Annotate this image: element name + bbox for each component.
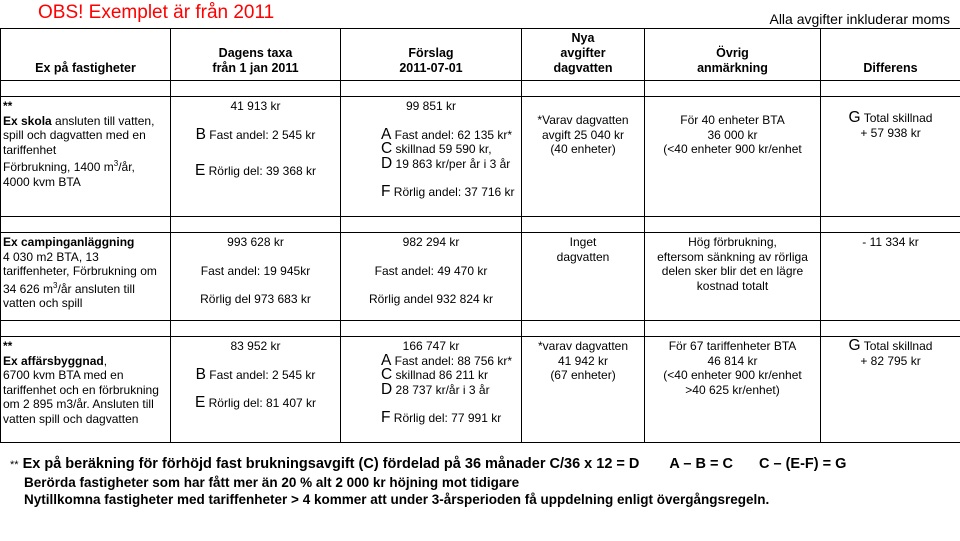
header-other-remarks: Övrig anmärkning <box>645 29 821 81</box>
remarks-cell: För 67 tariffenheter BTA 46 814 kr (<40 enheter 900 kr/enhet >40 625 kr/enhet) <box>645 337 821 443</box>
remarks-cell: För 40 enheter BTA 36 000 kr (<40 enheter 900 kr/enhet <box>645 97 821 217</box>
current-tariff-cell: 83 952 kr B Fast andel: 2 545 kr E Rörlig del: 81 407 kr <box>171 337 341 443</box>
difference-cell: G Total skillnad + 57 938 kr <box>821 97 960 217</box>
table-header-row <box>1 29 960 81</box>
proposal-cell: 982 294 kr Fast andel: 49 470 kr Rörlig andel 932 824 kr <box>341 233 522 321</box>
table-row <box>1 337 960 443</box>
remarks-cell: Hög förbrukning, eftersom sänkning av rörliga delen sker blir det en lägre kostnad totalt <box>645 233 821 321</box>
footer-notes <box>10 456 846 508</box>
difference-cell: G Total skillnad + 82 795 kr <box>821 337 960 443</box>
header-examples: Ex på fastigheter <box>1 29 171 81</box>
fee-comparison-table <box>0 28 960 443</box>
header-proposal: Förslag 2011-07-01 <box>341 29 522 81</box>
current-tariff-cell: 993 628 kr Fast andel: 19 945kr Rörlig del 973 683 kr <box>171 233 341 321</box>
spacer-row <box>1 217 960 233</box>
stormwater-cell: Inget dagvatten <box>522 233 645 321</box>
page-title: OBS! Exemplet är från 2011 <box>38 2 275 23</box>
difference-cell: - 11 334 kr <box>821 233 960 321</box>
footer-calculation-note: ** Ex på beräkning för förhöjd fast brukningsavgift (C) fördelad på 36 månader C/36 x 12 = D A – B = C C – (E-F) = G <box>10 456 847 472</box>
current-tariff-cell: 41 913 kr B Fast andel: 2 545 kr E Rörlig del: 39 368 kr <box>171 97 341 217</box>
header-current-tariff: Dagens taxa från 1 jan 2011 <box>171 29 341 81</box>
formula-c: A – B = C <box>669 456 733 472</box>
example-description: ** Ex affärsbyggnad, 6700 kvm BTA med en tariffenhet och en förbrukning om 2 895 m3/år. Ansluten till vatten spill och dagvatten <box>1 337 171 443</box>
stormwater-cell: *Varav dagvatten avgift 25 040 kr (40 enheter) <box>522 97 645 217</box>
fees-include-vat-note: Alla avgifter inkluderar moms <box>769 11 950 27</box>
table-row <box>1 97 960 217</box>
formula-g: C – (E-F) = G <box>758 456 847 472</box>
header-difference: Differens <box>821 29 960 81</box>
footer-affected-note: Berörda fastigheter som har fått mer än 20 % alt 2 000 kr höjning mot tidigare <box>24 475 520 490</box>
stormwater-cell: *varav dagvatten 41 942 kr (67 enheter) <box>522 337 645 443</box>
spacer-row <box>1 321 960 337</box>
footer-new-properties-note: Nytillkomna fastigheter med tariffenheter > 4 kommer att under 3-årsperioden få uppdelning enligt övergångsregeln. <box>24 492 770 507</box>
example-description: ** Ex skola ansluten till vatten, spill och dagvatten med en tariffenhet Förbrukning, 1400 $m^3/år$, 4000 kvm BTA <box>1 97 171 217</box>
example-description: Ex campinganläggning 4 030 m2 BTA, 13 tariffenheter, Förbrukning om 34 626 $m^3/år$ ansluten till vatten och spill <box>1 233 171 321</box>
proposal-cell: 99 851 kr A Fast andel: 62 135 kr* C skillnad 59 590 kr, D 19 863 kr/per år i 3 år F Rörlig andel: 37 716 kr <box>341 97 522 217</box>
header-new-stormwater-fees: Nya avgifter dagvatten <box>522 29 645 81</box>
proposal-cell: 166 747 kr A Fast andel: 88 756 kr* C skillnad 86 211 kr D 28 737 kr/år i 3 år F Rörlig del: 77 991 kr <box>341 337 522 443</box>
table-row <box>1 233 960 321</box>
spacer-row <box>1 81 960 97</box>
